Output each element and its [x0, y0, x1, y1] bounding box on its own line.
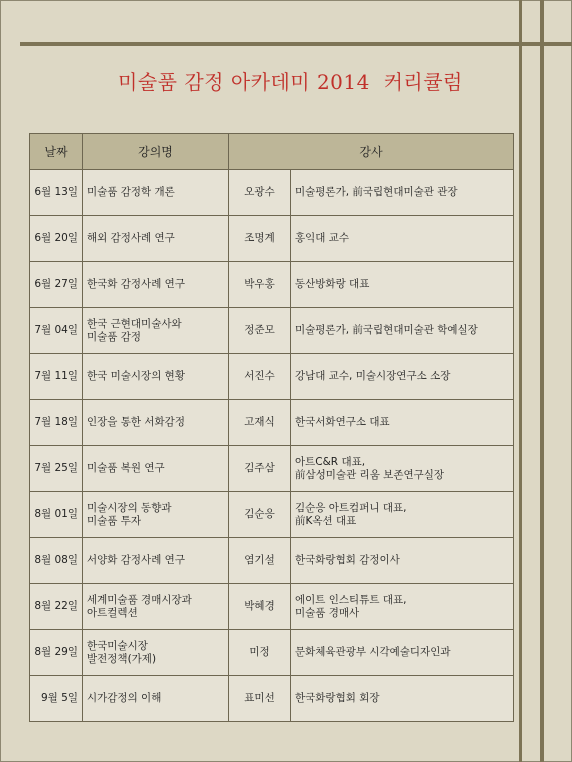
cell-instructor-affiliation	[291, 400, 514, 446]
cell-instructor-affiliation	[291, 262, 514, 308]
cell-instructor-affiliation-text: 한국화랑협회 회장	[295, 692, 380, 704]
cell-course-text: 인장을 통한 서화감정	[87, 416, 185, 428]
cell-date	[30, 262, 83, 308]
table-row	[30, 170, 514, 216]
table-row	[30, 630, 514, 676]
table-row	[30, 446, 514, 492]
cell-instructor-affiliation-text: 에이트 인스티튜트 대표, 미술품 경매사	[295, 593, 407, 619]
cell-course-text: 미술품 감정학 개론	[87, 186, 175, 198]
cell-instructor-name-text: 박우홍	[244, 278, 275, 290]
cell-course-text: 한국 근현대미술사와 미술품 감정	[87, 317, 182, 343]
cell-date	[30, 538, 83, 584]
cell-instructor-name	[229, 676, 291, 722]
header-course: 강의명	[83, 134, 229, 170]
cell-instructor-affiliation	[291, 354, 514, 400]
cell-course-text: 미술시장의 동향과 미술품 투자	[87, 501, 172, 527]
cell-instructor-affiliation-text: 강남대 교수, 미술시장연구소 소장	[295, 370, 451, 382]
cell-course	[83, 630, 229, 676]
cell-date	[30, 676, 83, 722]
table-row	[30, 354, 514, 400]
decorative-vertical-line	[519, 0, 522, 762]
cell-date-text: 6월 27일	[34, 278, 78, 290]
cell-date	[30, 170, 83, 216]
curriculum-table	[29, 133, 514, 722]
cell-course-text: 세계미술품 경매시장과 아트컬렉션	[87, 593, 192, 619]
table-row	[30, 538, 514, 584]
cell-instructor-affiliation-text: 문화체육관광부 시각예술디자인과	[295, 646, 451, 658]
cell-course-text: 미술품 복원 연구	[87, 462, 165, 474]
cell-date	[30, 630, 83, 676]
cell-instructor-name-text: 박혜경	[244, 600, 275, 612]
cell-instructor-name-text: 조명계	[244, 232, 275, 244]
cell-course-text: 한국 미술시장의 현황	[87, 370, 185, 382]
table-row	[30, 676, 514, 722]
cell-course-text: 서양화 감정사례 연구	[87, 554, 185, 566]
cell-instructor-name-text: 정준모	[244, 324, 275, 336]
cell-course	[83, 170, 229, 216]
cell-course	[83, 492, 229, 538]
cell-instructor-name	[229, 446, 291, 492]
cell-date	[30, 400, 83, 446]
table-row	[30, 584, 514, 630]
cell-date-text: 8월 08일	[34, 554, 78, 566]
cell-course	[83, 400, 229, 446]
cell-instructor-name	[229, 400, 291, 446]
header-date: 날짜	[30, 134, 83, 170]
cell-date	[30, 354, 83, 400]
decorative-horizontal-line	[20, 42, 572, 46]
cell-instructor-affiliation	[291, 630, 514, 676]
cell-course	[83, 262, 229, 308]
cell-instructor-affiliation	[291, 170, 514, 216]
cell-instructor-name	[229, 584, 291, 630]
cell-instructor-name-text: 고재식	[244, 416, 275, 428]
cell-course	[83, 538, 229, 584]
cell-date-text: 8월 01일	[34, 508, 78, 520]
cell-date-text: 8월 29일	[34, 646, 78, 658]
cell-instructor-affiliation-text: 아트C&R 대표, 前삼성미술관 리움 보존연구실장	[295, 455, 445, 481]
cell-instructor-affiliation-text: 미술평론가, 前국립현대미술관 학예실장	[295, 324, 478, 336]
cell-instructor-affiliation-text: 홍익대 교수	[295, 232, 350, 244]
cell-instructor-affiliation	[291, 584, 514, 630]
cell-instructor-affiliation	[291, 676, 514, 722]
cell-instructor-affiliation-text: 동산방화랑 대표	[295, 278, 370, 290]
cell-date	[30, 308, 83, 354]
cell-date	[30, 492, 83, 538]
cell-course	[83, 354, 229, 400]
cell-instructor-affiliation-text: 미술평론가, 前국립현대미술관 관장	[295, 186, 458, 198]
cell-instructor-affiliation-text: 한국서화연구소 대표	[295, 416, 390, 428]
table-row	[30, 262, 514, 308]
table-row	[30, 492, 514, 538]
decorative-vertical-line	[540, 0, 544, 762]
cell-instructor-affiliation-text: 한국화랑협회 감정이사	[295, 554, 400, 566]
table-row	[30, 216, 514, 262]
cell-date-text: 6월 13일	[34, 186, 78, 198]
cell-course-text: 한국미술시장 발전정책(가제)	[87, 639, 157, 665]
cell-course	[83, 308, 229, 354]
cell-instructor-name-text: 표미선	[244, 692, 275, 704]
cell-course	[83, 216, 229, 262]
cell-instructor-affiliation	[291, 492, 514, 538]
cell-date-text: 8월 22일	[34, 600, 78, 612]
cell-date-text: 9월 5일	[41, 692, 78, 704]
cell-instructor-name	[229, 630, 291, 676]
table-row	[30, 400, 514, 446]
cell-instructor-name	[229, 216, 291, 262]
cell-instructor-name-text: 염기설	[244, 554, 275, 566]
cell-instructor-affiliation	[291, 308, 514, 354]
table-row	[30, 308, 514, 354]
cell-course-text: 한국화 감정사례 연구	[87, 278, 185, 290]
cell-instructor-name-text: 서진수	[244, 370, 275, 382]
cell-instructor-name	[229, 262, 291, 308]
cell-course	[83, 676, 229, 722]
cell-date-text: 6월 20일	[34, 232, 78, 244]
cell-instructor-name-text: 오광수	[244, 186, 275, 198]
cell-course	[83, 584, 229, 630]
cell-course-text: 시가감정의 이해	[87, 692, 162, 704]
cell-date-text: 7월 11일	[34, 370, 78, 382]
cell-date	[30, 584, 83, 630]
cell-course-text: 해외 감정사례 연구	[87, 232, 175, 244]
cell-instructor-name	[229, 308, 291, 354]
cell-course	[83, 446, 229, 492]
cell-instructor-affiliation-text: 김순응 아트컴퍼니 대표, 前K옥션 대표	[295, 501, 407, 527]
cell-instructor-affiliation	[291, 538, 514, 584]
cell-instructor-name	[229, 492, 291, 538]
cell-instructor-name	[229, 354, 291, 400]
table-header-row	[30, 134, 514, 170]
cell-instructor-affiliation	[291, 446, 514, 492]
cell-instructor-name-text: 김순응	[244, 508, 275, 520]
cell-date	[30, 446, 83, 492]
cell-instructor-name-text: 미정	[249, 646, 270, 658]
cell-instructor-name	[229, 538, 291, 584]
cell-instructor-name-text: 김주삼	[244, 462, 275, 474]
header-instructor: 강사	[229, 134, 514, 170]
cell-date-text: 7월 18일	[34, 416, 78, 428]
page-title: 미술품 감정 아카데미 2014 커리큘럼	[118, 70, 463, 94]
cell-instructor-name	[229, 170, 291, 216]
cell-date-text: 7월 25일	[34, 462, 78, 474]
cell-date	[30, 216, 83, 262]
cell-instructor-affiliation	[291, 216, 514, 262]
cell-date-text: 7월 04일	[34, 324, 78, 336]
